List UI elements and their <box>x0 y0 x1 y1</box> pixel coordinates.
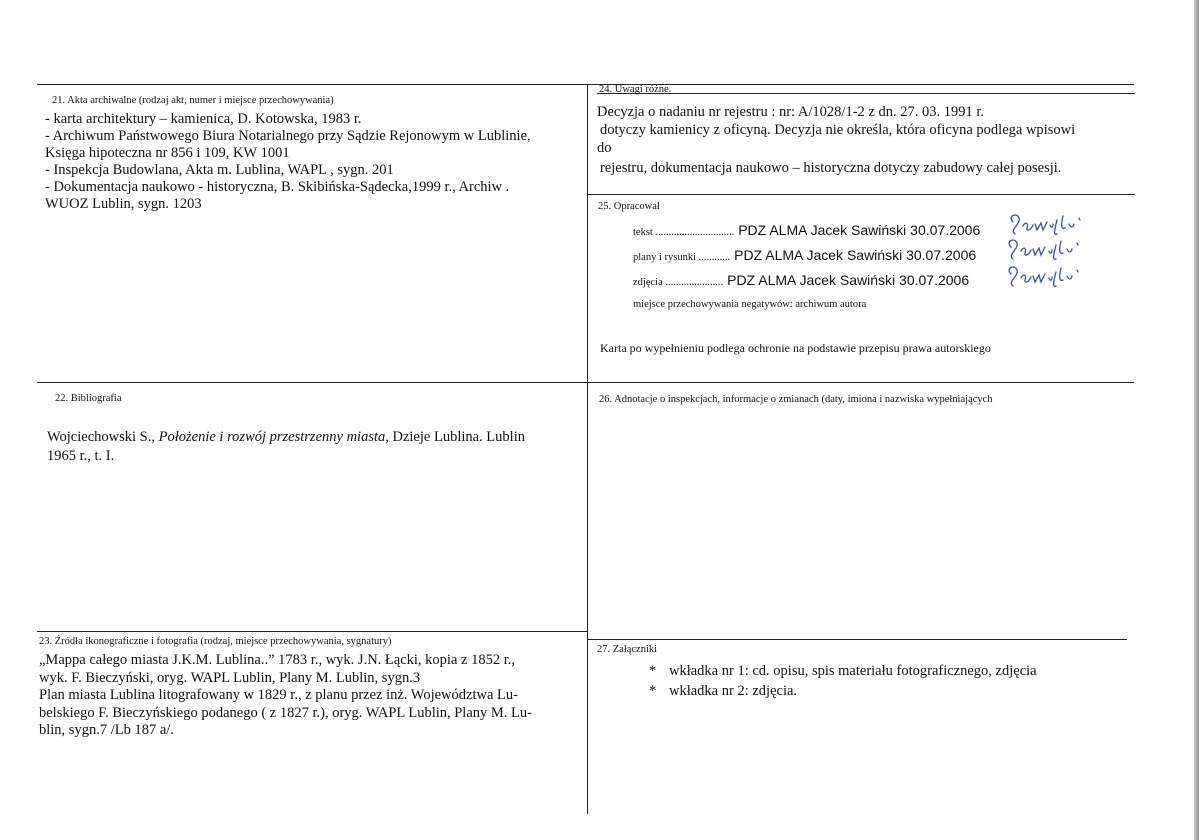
archive-line: - Dokumentacja naukowo - historyczna, B. Skibińska-Sądecka,1999 r., Archiw . <box>45 179 510 195</box>
section-22-label: 22. Bibliografia <box>55 393 122 404</box>
iconography-line: blin, sygn.7 /Lb 187 a/. <box>39 722 174 738</box>
archive-line: - Archiwum Państwowego Biura Notarialnego przy Sądzie Rejonowym w Lublinie, <box>45 128 531 144</box>
section-23-label: 23. Źródła ikonograficzne i fotografia (rodzaj, miejsce przechowywania, sygnatury) <box>39 636 392 647</box>
section-25-label: 25. Opracował <box>598 201 660 212</box>
right-section-25-rule <box>587 194 1135 195</box>
copyright-note: Karta po wypełnieniu podlega ochronie na podstawie przepisu prawa autorskiego <box>600 341 991 355</box>
section-24-body <box>597 103 1137 177</box>
iconography-line: wyk. F. Bieczyński, oryg. WAPL Lublin, Plany M. Lublin, sygn.3 <box>39 669 421 686</box>
section-26-label: 26. Adnotacje o inspekcjach, informacje o zmianach (daty, imiona i nazwiska wypełniających <box>599 394 993 405</box>
signature-2 <box>1005 235 1100 263</box>
right-section-27-rule <box>587 639 1127 640</box>
prepared-photos-label: zdjęcia ...................... <box>633 277 724 288</box>
remarks-line: rejestru, dokumentacja naukowo – historyczna dotyczy zabudowy całej posesji. <box>600 160 1062 176</box>
section-24-label: 24. Uwagi różne. <box>599 84 672 95</box>
remarks-line: do <box>597 140 612 156</box>
section-27-label: 27. Załączniki <box>597 644 658 655</box>
bullet-icon: * <box>649 663 657 679</box>
prepared-text-value: PDZ ALMA Jacek Sawiński 30.07.2006 <box>738 222 981 238</box>
attachment-item <box>649 661 1037 681</box>
prepared-text-label: tekst .............................. <box>633 227 735 238</box>
section-22-body <box>47 428 577 466</box>
attachment-item <box>649 681 1037 701</box>
prepared-text-row <box>633 222 980 240</box>
bibliography-title: Położenie i rozwój przestrzenny miasta, <box>158 429 389 445</box>
prepared-photos-value: PDZ ALMA Jacek Sawiński 30.07.2006 <box>727 272 970 288</box>
iconography-line: Plan miasta Lublina litografowany w 1829 r., z planu przez inż. Województwa Lu- <box>39 687 518 703</box>
archive-line: - karta architektury – kamienica, D. Kotowska, 1983 r. <box>45 111 362 127</box>
archive-line: - Inspekcja Budowlana, Akta m. Lublina, WAPL , sygn. 201 <box>45 162 394 178</box>
row3-left-rule <box>37 631 587 632</box>
top-rule <box>37 84 1134 85</box>
attachment-text: wkładka nr 1: cd. opisu, spis materiału fotograficznego, zdjęcia <box>669 663 1037 679</box>
attachments-list <box>649 661 1037 701</box>
archive-line: WUOZ Lublin, sygn. 1203 <box>45 196 202 212</box>
scan-edge <box>1194 0 1199 840</box>
bullet-icon: * <box>649 683 657 699</box>
prepared-drawings-label: plany i rysunki ............ <box>633 252 731 263</box>
negatives-location: miejsce przechowywania negatywów: archiwum autora <box>633 299 867 310</box>
archive-line: Księga hipoteczna nr 856 i 109, KW 1001 <box>45 145 290 161</box>
remarks-line: Decyzja o nadaniu nr rejestru : nr: A/1028/1-2 z dn. 27. 03. 1991 r. <box>597 104 984 120</box>
attachment-text: wkładka nr 2: zdjęcia. <box>669 683 798 699</box>
section-21-body <box>45 111 580 213</box>
row2-rule <box>37 382 1134 383</box>
right-section-24-rule <box>597 93 1135 94</box>
bibliography-publication: Dzieje Lublina. Lublin <box>388 429 525 445</box>
bibliography-year: 1965 r., t. I. <box>47 448 115 464</box>
iconography-line: belskiego F. Bieczyńskiego podanego ( z 1827 r.), oryg. WAPL Lublin, Plany M. Lu- <box>39 704 532 721</box>
signature-1 <box>1005 210 1100 238</box>
section-23-body <box>39 652 580 740</box>
remarks-line: dotyczy kamienicy z oficyną. Decyzja nie określa, która oficyna podlega wpisowi <box>600 122 1076 138</box>
prepared-photos-row <box>633 272 969 290</box>
iconography-line: „Mappa całego miasta J.K.M. Lublina..” 1783 r., wyk. J.N. Łącki, kopia z 1852 r., <box>39 652 515 668</box>
signature-3 <box>1005 260 1100 288</box>
prepared-drawings-value: PDZ ALMA Jacek Sawiński 30.07.2006 <box>734 247 977 263</box>
bibliography-author: Wojciechowski S., <box>47 429 159 445</box>
prepared-drawings-row <box>633 247 976 265</box>
section-21-label: 21. Akta archiwalne (rodzaj akt, numer i miejsce przechowywania) <box>52 95 334 106</box>
